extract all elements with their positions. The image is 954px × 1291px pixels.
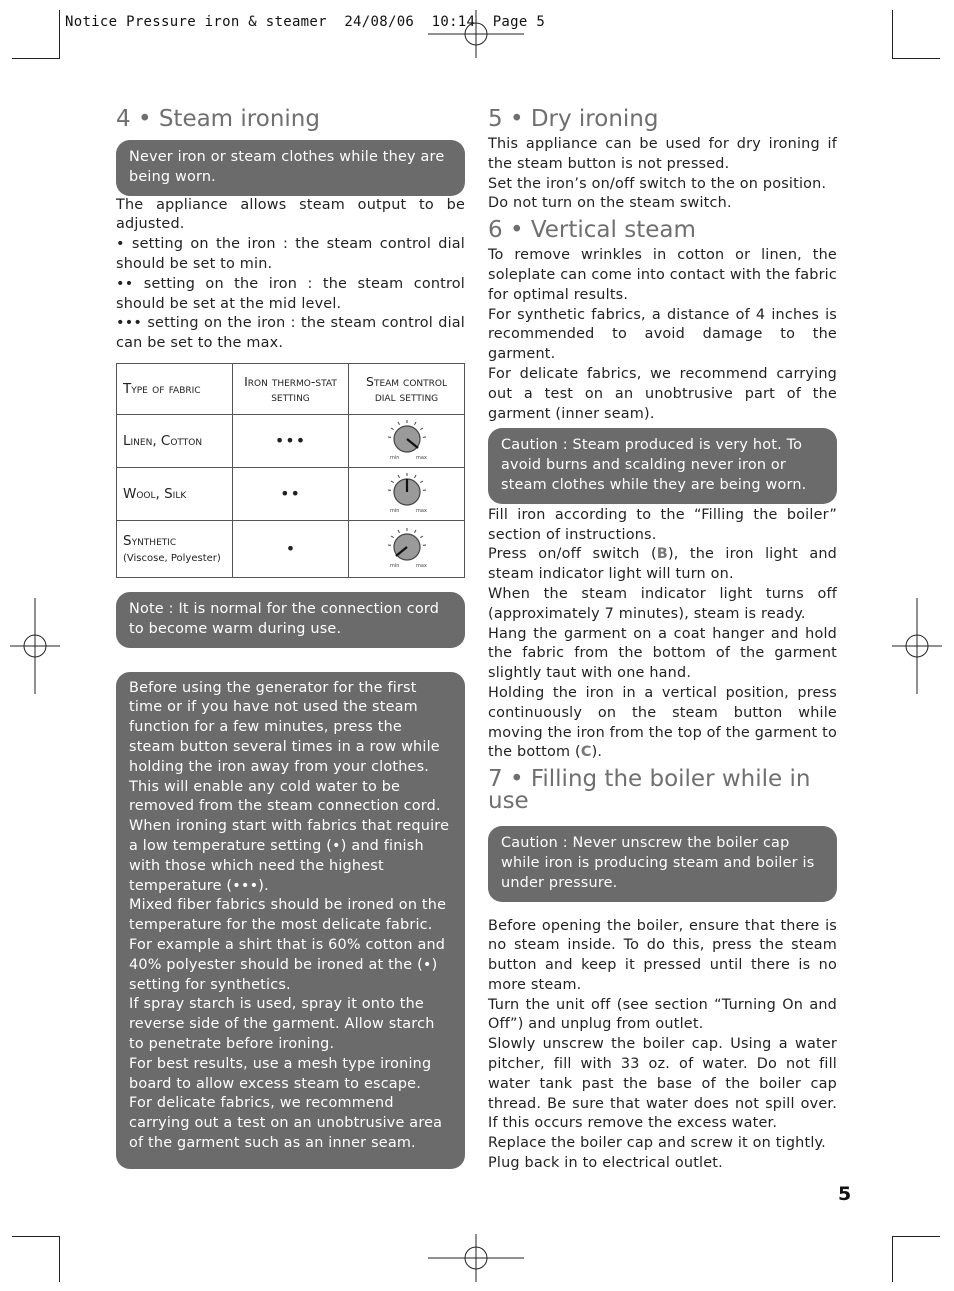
vertical-paragraph: Hang the garment on a coat hanger and hold the fabric from the bottom of the garment slightly taut with one hand. bbox=[488, 625, 837, 682]
svg-text:min: min bbox=[389, 455, 399, 462]
steam-setting-mid: •• setting on the iron : the steam control should be set at the mid level. bbox=[116, 275, 465, 312]
section-title-vertical-steam: 6 • Vertical steam bbox=[488, 217, 696, 244]
registration-mark-left bbox=[10, 598, 60, 694]
table-header-row bbox=[117, 363, 465, 414]
header-steam-control: Steam control dial setting bbox=[349, 363, 465, 414]
note-box bbox=[116, 592, 465, 648]
caution-text: Caution : Steam produced is very hot. To avoid burns and scalding never iron or steam clothes while they are being worn. bbox=[501, 437, 807, 493]
registration-mark-bottom bbox=[428, 1234, 524, 1282]
steam-dial-min-icon bbox=[385, 525, 429, 569]
table-row bbox=[117, 414, 465, 467]
vertical-paragraph: When the steam indicator light turns off (approximately 7 minutes), steam is ready. bbox=[488, 585, 837, 622]
steam-dial-cell bbox=[349, 414, 465, 467]
svg-text:max: max bbox=[415, 563, 427, 570]
registration-mark-top bbox=[428, 10, 524, 58]
caution-box-boiler bbox=[488, 826, 837, 901]
header-thermostat-setting: Iron thermo-stat setting bbox=[233, 363, 349, 414]
section-title-filling-boiler: 7 • Filling the boiler while in use bbox=[488, 766, 811, 815]
vertical-paragraph: Holding the iron in a vertical position, press continuously on the steam button while moving the iron from the top of the garment to the bottom (C). bbox=[488, 684, 837, 761]
fabric-subtitle: (Viscose, Polyester) bbox=[123, 553, 221, 565]
dry-paragraph: Set the iron’s on/off switch to the on position. bbox=[488, 175, 827, 192]
tip-paragraph: Before using the generator for the first time or if you have not used the steam function for a few minutes, press the steam button several times in a row while holding the iron away from your clothes. This will enable any cold water to be removed from the steam connection cord. bbox=[129, 679, 441, 815]
dry-paragraph: Do not turn on the steam switch. bbox=[488, 195, 732, 212]
table-row bbox=[117, 520, 465, 577]
fabric-settings-table bbox=[116, 363, 465, 578]
header-type-of-fabric: Type of fabric bbox=[117, 363, 233, 414]
svg-text:max: max bbox=[415, 455, 427, 462]
left-column bbox=[116, 106, 465, 1169]
callout-b: B bbox=[656, 546, 668, 563]
caution-text: Caution : Never unscrew the boiler cap while iron is producing steam and boiler is under pressure. bbox=[501, 835, 815, 891]
fabric-name: Linen, Cotton bbox=[117, 414, 233, 467]
steam-dial-max-icon bbox=[385, 417, 429, 461]
svg-text:min: min bbox=[389, 508, 399, 515]
thermostat-setting: • bbox=[233, 520, 349, 577]
callout-c: C bbox=[580, 744, 592, 761]
note-text: Note : It is normal for the connection cord to become warm during use. bbox=[129, 600, 440, 637]
filling-paragraph: Slowly unscrew the boiler cap. Using a water pitcher, fill with 33 oz. of water. Do not fill water tank past the base of the boiler cap thread. Be sure that water does not spill over. If this occurs remove the excess water. bbox=[488, 1036, 837, 1132]
filling-paragraph: Replace the boiler cap and screw it on tightly. bbox=[488, 1135, 826, 1152]
tip-paragraph: Mixed fiber fabrics should be ironed on the temperature for the most delicate fabric. For example a shirt that is 60% cotton and 40% polyester should be ironed at the (•) setting for synthetics. bbox=[129, 897, 447, 993]
tip-paragraph: For best results, use a mesh type ironing board to allow excess steam to escape. bbox=[129, 1055, 432, 1092]
tips-box bbox=[116, 672, 465, 1169]
table-row bbox=[117, 467, 465, 520]
print-header: Notice Pressure iron & steamer 24/08/06 10:14 Page 5 bbox=[65, 14, 546, 30]
fabric-name: Synthetic bbox=[123, 533, 177, 550]
steam-setting-max: ••• setting on the iron : the steam control dial can be set to the max. bbox=[116, 315, 465, 352]
steam-dial-cell bbox=[349, 520, 465, 577]
svg-text:max: max bbox=[415, 508, 427, 515]
steam-dial-cell bbox=[349, 467, 465, 520]
dry-paragraph: This appliance can be used for dry ironing if the steam button is not pressed. bbox=[488, 136, 837, 172]
vertical-paragraph: For delicate fabrics, we recommend carrying out a test on an unobtrusive part of the garment (inner seam). bbox=[488, 365, 837, 422]
right-column bbox=[488, 106, 837, 1174]
tip-paragraph: When ironing start with fabrics that require a low temperature setting (•) and finish with those which need the highest temperature (•••). bbox=[129, 818, 450, 894]
thermostat-setting: ••• bbox=[233, 414, 349, 467]
filling-paragraph: Turn the unit off (see section “Turning On and Off”) and unplug from outlet. bbox=[488, 996, 837, 1033]
fabric-cell bbox=[117, 520, 233, 577]
thermostat-setting: •• bbox=[233, 467, 349, 520]
warning-text: Never iron or steam clothes while they are being worn. bbox=[129, 149, 445, 185]
section-title-dry-ironing: 5 • Dry ironing bbox=[488, 106, 659, 132]
steam-setting-min: • setting on the iron : the steam control dial should be set to min. bbox=[116, 236, 465, 272]
vertical-paragraph: To remove wrinkles in cotton or linen, the soleplate can come into contact with the fabric for optimal results. bbox=[488, 247, 837, 303]
page-number: 5 bbox=[838, 1183, 852, 1205]
vertical-paragraph: For synthetic fabrics, a distance of 4 inches is recommended to avoid damage to the garment. bbox=[488, 306, 837, 363]
tip-paragraph: For delicate fabrics, we recommend carrying out a test on an unobtrusive area of the garment such as an inner seam. bbox=[129, 1095, 443, 1151]
filling-paragraph: Plug back in to electrical outlet. bbox=[488, 1155, 723, 1172]
section-title-steam-ironing: 4 • Steam ironing bbox=[116, 106, 320, 132]
registration-mark-right bbox=[892, 598, 942, 694]
caution-box-steam bbox=[488, 428, 837, 503]
warning-box bbox=[116, 140, 465, 196]
steam-dial-mid-icon bbox=[385, 470, 429, 514]
filling-paragraph: Before opening the boiler, ensure that there is no steam inside. To do this, press the steam button and keep it pressed until there is no more steam. bbox=[488, 917, 837, 993]
steam-paragraph: The appliance allows steam output to be adjusted. bbox=[116, 196, 465, 233]
vertical-paragraph: Fill iron according to the “Filling the boiler” section of instructions. bbox=[488, 506, 837, 543]
fabric-name: Wool, Silk bbox=[117, 467, 233, 520]
tip-paragraph: If spray starch is used, spray it onto the reverse side of the garment. Allow starch to penetrate before ironing. bbox=[129, 996, 435, 1052]
svg-text:min: min bbox=[389, 563, 399, 570]
vertical-paragraph: Press on/off switch (B), the iron light and steam indicator light will turn on. bbox=[488, 546, 837, 583]
